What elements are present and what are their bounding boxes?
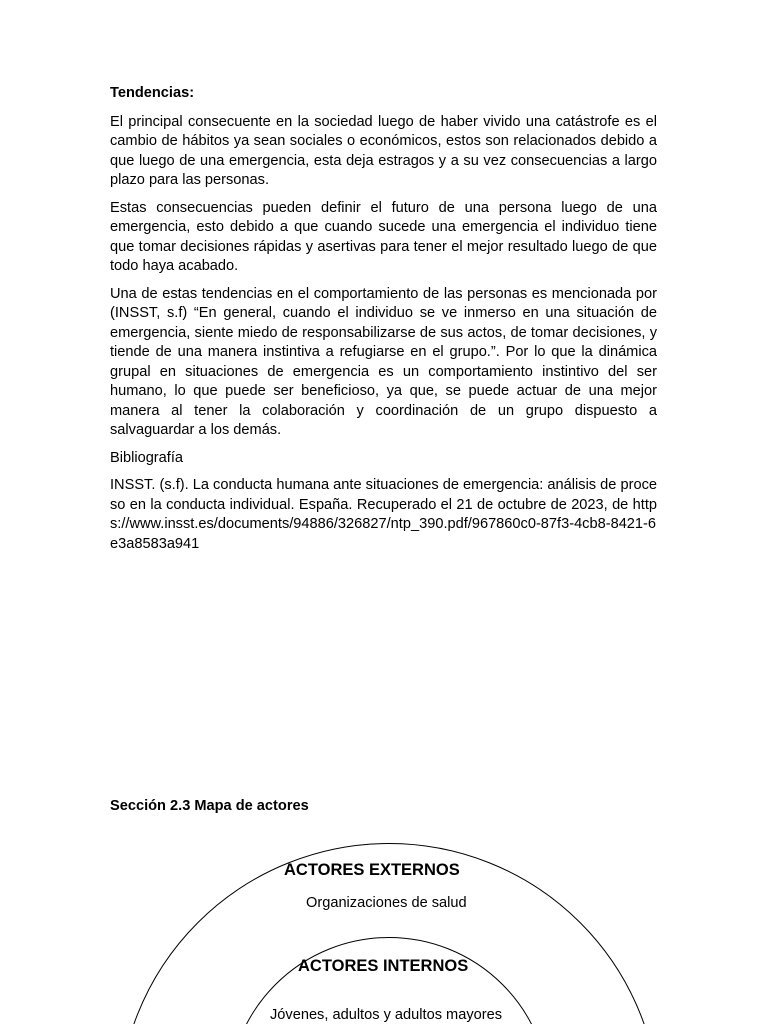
paragraph-1: El principal consecuente en la sociedad luego de haber vivido una catástrofe es el cambio de hábitos ya sean sociales o económicos, estos son relacionados debido a que luego de una emergencia, esta deja estragos y a su vez consecuencias a largo plazo para las personas. <box>110 113 657 188</box>
bibliography-title: Bibliografía <box>110 449 184 466</box>
section-title: Sección 2.3 Mapa de actores <box>110 798 309 814</box>
tendencias-heading: Tendencias: <box>110 85 195 101</box>
external-actors-title: ACTORES EXTERNOS <box>284 861 460 879</box>
external-actor-item: Organizaciones de salud <box>306 895 467 911</box>
internal-actors-title: ACTORES INTERNOS <box>298 957 469 975</box>
internal-actor-item: Jóvenes, adultos y adultos mayores <box>270 1007 503 1023</box>
paragraph-2: Estas consecuencias pueden definir el futuro de una persona luego de una emergencia, esto debido a que cuando sucede una emergencia el individuo tiene que tomar decisiones rápidas y asertivas para tener el mejor resultado luego de que todo haya acabado. <box>110 199 657 274</box>
paragraph-3: Una de estas tendencias en el comportamiento de las personas es mencionada por (INSST, s.f) “En general, cuando el individuo se ve inmerso en una situación de emergencia, siente miedo de responsabilizarse de sus actos, de tomar decisiones, y tiende de una manera instintiva a refugiarse en el grupo.”. Por lo que la dinámica grupal en situaciones de emergencia es un comportamiento instintivo del ser humano, lo que puede ser beneficioso, ya que, se puede actuar de una mejor manera al tener la colaboración y coordinación de un grupo dispuesto a salvaguardar a los demás. <box>110 285 657 438</box>
bibliography-entry: INSST. (s.f). La conducta humana ante situaciones de emergencia: análisis de proceso en la conducta individual. España. Recuperado el 21 de octubre de 2023, de https://www.insst.es/documents/94886/326827/ntp_390.pdf/967860c0-87f3-4cb8-8421-6e3a8583a941 <box>110 477 657 552</box>
